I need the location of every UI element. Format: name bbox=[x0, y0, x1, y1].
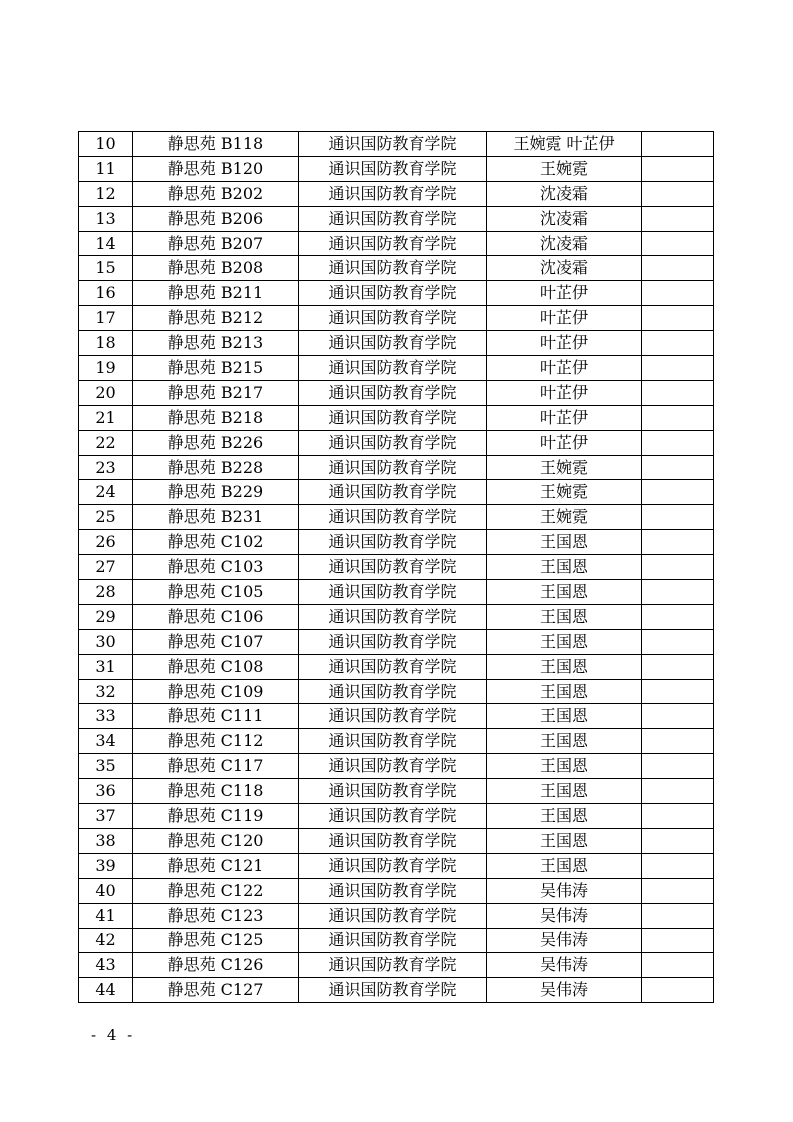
table-row bbox=[79, 878, 714, 903]
table-row bbox=[79, 903, 714, 928]
row-number-cell: 16 bbox=[79, 281, 133, 306]
room-cell: 静思苑 C106 bbox=[133, 604, 299, 629]
note-cell bbox=[642, 953, 714, 978]
row-number-cell: 36 bbox=[79, 779, 133, 804]
row-number-cell: 33 bbox=[79, 704, 133, 729]
room-cell: 静思苑 B208 bbox=[133, 256, 299, 281]
college-cell: 通识国防教育学院 bbox=[299, 380, 487, 405]
person-in-charge-cell: 吴伟涛 bbox=[487, 928, 642, 953]
row-number-cell: 34 bbox=[79, 729, 133, 754]
room-cell: 静思苑 C126 bbox=[133, 953, 299, 978]
person-in-charge-cell: 王国恩 bbox=[487, 679, 642, 704]
person-in-charge-cell: 叶芷伊 bbox=[487, 281, 642, 306]
college-cell: 通识国防教育学院 bbox=[299, 181, 487, 206]
table-row bbox=[79, 853, 714, 878]
table-row bbox=[79, 480, 714, 505]
person-in-charge-cell: 王国恩 bbox=[487, 580, 642, 605]
table-row bbox=[79, 306, 714, 331]
note-cell bbox=[642, 156, 714, 181]
table-row bbox=[79, 704, 714, 729]
person-in-charge-cell: 吴伟涛 bbox=[487, 953, 642, 978]
table-row bbox=[79, 729, 714, 754]
room-cell: 静思苑 B226 bbox=[133, 430, 299, 455]
college-cell: 通识国防教育学院 bbox=[299, 530, 487, 555]
college-cell: 通识国防教育学院 bbox=[299, 430, 487, 455]
room-cell: 静思苑 C105 bbox=[133, 580, 299, 605]
table-row bbox=[79, 206, 714, 231]
person-in-charge-cell: 叶芷伊 bbox=[487, 331, 642, 356]
room-cell: 静思苑 B120 bbox=[133, 156, 299, 181]
table-row bbox=[79, 804, 714, 829]
person-in-charge-cell: 王婉霓 bbox=[487, 480, 642, 505]
person-in-charge-cell: 吴伟涛 bbox=[487, 903, 642, 928]
row-number-cell: 32 bbox=[79, 679, 133, 704]
table-row bbox=[79, 356, 714, 381]
college-cell: 通识国防教育学院 bbox=[299, 480, 487, 505]
row-number-cell: 37 bbox=[79, 804, 133, 829]
note-cell bbox=[642, 928, 714, 953]
row-number-cell: 12 bbox=[79, 181, 133, 206]
college-cell: 通识国防教育学院 bbox=[299, 679, 487, 704]
person-in-charge-cell: 王国恩 bbox=[487, 654, 642, 679]
college-cell: 通识国防教育学院 bbox=[299, 629, 487, 654]
room-cell: 静思苑 C121 bbox=[133, 853, 299, 878]
room-cell: 静思苑 B213 bbox=[133, 331, 299, 356]
table-row bbox=[79, 953, 714, 978]
room-cell: 静思苑 C117 bbox=[133, 754, 299, 779]
room-cell: 静思苑 B207 bbox=[133, 231, 299, 256]
note-cell bbox=[642, 604, 714, 629]
table-row bbox=[79, 555, 714, 580]
person-in-charge-cell: 沈凌霜 bbox=[487, 231, 642, 256]
note-cell bbox=[642, 356, 714, 381]
note-cell bbox=[642, 306, 714, 331]
note-cell bbox=[642, 978, 714, 1003]
row-number-cell: 19 bbox=[79, 356, 133, 381]
person-in-charge-cell: 吴伟涛 bbox=[487, 878, 642, 903]
college-cell: 通识国防教育学院 bbox=[299, 754, 487, 779]
college-cell: 通识国防教育学院 bbox=[299, 878, 487, 903]
table-row bbox=[79, 455, 714, 480]
table-row bbox=[79, 654, 714, 679]
row-number-cell: 43 bbox=[79, 953, 133, 978]
note-cell bbox=[642, 480, 714, 505]
room-cell: 静思苑 B206 bbox=[133, 206, 299, 231]
room-cell: 静思苑 C112 bbox=[133, 729, 299, 754]
row-number-cell: 26 bbox=[79, 530, 133, 555]
table-row bbox=[79, 430, 714, 455]
room-cell: 静思苑 B228 bbox=[133, 455, 299, 480]
college-cell: 通识国防教育学院 bbox=[299, 604, 487, 629]
college-cell: 通识国防教育学院 bbox=[299, 306, 487, 331]
person-in-charge-cell: 叶芷伊 bbox=[487, 356, 642, 381]
college-cell: 通识国防教育学院 bbox=[299, 853, 487, 878]
note-cell bbox=[642, 754, 714, 779]
note-cell bbox=[642, 430, 714, 455]
person-in-charge-cell: 王婉霓 bbox=[487, 455, 642, 480]
row-number-cell: 24 bbox=[79, 480, 133, 505]
room-cell: 静思苑 C119 bbox=[133, 804, 299, 829]
note-cell bbox=[642, 828, 714, 853]
person-in-charge-cell: 沈凌霜 bbox=[487, 206, 642, 231]
note-cell bbox=[642, 206, 714, 231]
college-cell: 通识国防教育学院 bbox=[299, 804, 487, 829]
room-cell: 静思苑 C102 bbox=[133, 530, 299, 555]
room-cell: 静思苑 B217 bbox=[133, 380, 299, 405]
person-in-charge-cell: 叶芷伊 bbox=[487, 306, 642, 331]
room-cell: 静思苑 C108 bbox=[133, 654, 299, 679]
note-cell bbox=[642, 455, 714, 480]
college-cell: 通识国防教育学院 bbox=[299, 505, 487, 530]
row-number-cell: 14 bbox=[79, 231, 133, 256]
person-in-charge-cell: 王婉霓 bbox=[487, 505, 642, 530]
table-row bbox=[79, 505, 714, 530]
college-cell: 通识国防教育学院 bbox=[299, 779, 487, 804]
person-in-charge-cell: 沈凌霜 bbox=[487, 181, 642, 206]
note-cell bbox=[642, 878, 714, 903]
row-number-cell: 25 bbox=[79, 505, 133, 530]
note-cell bbox=[642, 580, 714, 605]
note-cell bbox=[642, 629, 714, 654]
row-number-cell: 35 bbox=[79, 754, 133, 779]
row-number-cell: 21 bbox=[79, 405, 133, 430]
college-cell: 通识国防教育学院 bbox=[299, 455, 487, 480]
note-cell bbox=[642, 331, 714, 356]
room-cell: 静思苑 B211 bbox=[133, 281, 299, 306]
table-row bbox=[79, 928, 714, 953]
table-row bbox=[79, 604, 714, 629]
college-cell: 通识国防教育学院 bbox=[299, 405, 487, 430]
college-cell: 通识国防教育学院 bbox=[299, 729, 487, 754]
table-row bbox=[79, 978, 714, 1003]
room-cell: 静思苑 C120 bbox=[133, 828, 299, 853]
college-cell: 通识国防教育学院 bbox=[299, 555, 487, 580]
row-number-cell: 42 bbox=[79, 928, 133, 953]
room-cell: 静思苑 C123 bbox=[133, 903, 299, 928]
college-cell: 通识国防教育学院 bbox=[299, 156, 487, 181]
note-cell bbox=[642, 729, 714, 754]
table-row bbox=[79, 679, 714, 704]
row-number-cell: 38 bbox=[79, 828, 133, 853]
person-in-charge-cell: 叶芷伊 bbox=[487, 405, 642, 430]
room-cell: 静思苑 B229 bbox=[133, 480, 299, 505]
room-cell: 静思苑 B118 bbox=[133, 132, 299, 157]
dormitory-table bbox=[78, 131, 714, 1003]
row-number-cell: 18 bbox=[79, 331, 133, 356]
row-number-cell: 44 bbox=[79, 978, 133, 1003]
note-cell bbox=[642, 181, 714, 206]
room-cell: 静思苑 C122 bbox=[133, 878, 299, 903]
person-in-charge-cell: 王婉霓 叶芷伊 bbox=[487, 132, 642, 157]
row-number-cell: 29 bbox=[79, 604, 133, 629]
row-number-cell: 10 bbox=[79, 132, 133, 157]
person-in-charge-cell: 叶芷伊 bbox=[487, 380, 642, 405]
person-in-charge-cell: 王国恩 bbox=[487, 530, 642, 555]
person-in-charge-cell: 王国恩 bbox=[487, 604, 642, 629]
note-cell bbox=[642, 281, 714, 306]
note-cell bbox=[642, 405, 714, 430]
person-in-charge-cell: 王国恩 bbox=[487, 779, 642, 804]
row-number-cell: 31 bbox=[79, 654, 133, 679]
note-cell bbox=[642, 804, 714, 829]
note-cell bbox=[642, 530, 714, 555]
room-cell: 静思苑 C118 bbox=[133, 779, 299, 804]
note-cell bbox=[642, 679, 714, 704]
note-cell bbox=[642, 654, 714, 679]
table-row bbox=[79, 828, 714, 853]
page-number: - 4 - bbox=[91, 1026, 136, 1044]
college-cell: 通识国防教育学院 bbox=[299, 580, 487, 605]
row-number-cell: 39 bbox=[79, 853, 133, 878]
row-number-cell: 28 bbox=[79, 580, 133, 605]
room-cell: 静思苑 C107 bbox=[133, 629, 299, 654]
row-number-cell: 30 bbox=[79, 629, 133, 654]
person-in-charge-cell: 王国恩 bbox=[487, 754, 642, 779]
person-in-charge-cell: 王国恩 bbox=[487, 828, 642, 853]
room-cell: 静思苑 B212 bbox=[133, 306, 299, 331]
row-number-cell: 11 bbox=[79, 156, 133, 181]
college-cell: 通识国防教育学院 bbox=[299, 132, 487, 157]
room-cell: 静思苑 B218 bbox=[133, 405, 299, 430]
row-number-cell: 23 bbox=[79, 455, 133, 480]
table-row bbox=[79, 405, 714, 430]
row-number-cell: 40 bbox=[79, 878, 133, 903]
table-row bbox=[79, 779, 714, 804]
college-cell: 通识国防教育学院 bbox=[299, 828, 487, 853]
room-cell: 静思苑 B202 bbox=[133, 181, 299, 206]
college-cell: 通识国防教育学院 bbox=[299, 356, 487, 381]
person-in-charge-cell: 吴伟涛 bbox=[487, 978, 642, 1003]
note-cell bbox=[642, 903, 714, 928]
person-in-charge-cell: 王国恩 bbox=[487, 729, 642, 754]
table-row bbox=[79, 580, 714, 605]
row-number-cell: 20 bbox=[79, 380, 133, 405]
room-cell: 静思苑 C127 bbox=[133, 978, 299, 1003]
person-in-charge-cell: 沈凌霜 bbox=[487, 256, 642, 281]
table-row bbox=[79, 754, 714, 779]
person-in-charge-cell: 王国恩 bbox=[487, 555, 642, 580]
row-number-cell: 27 bbox=[79, 555, 133, 580]
table-row bbox=[79, 629, 714, 654]
note-cell bbox=[642, 231, 714, 256]
college-cell: 通识国防教育学院 bbox=[299, 704, 487, 729]
college-cell: 通识国防教育学院 bbox=[299, 978, 487, 1003]
row-number-cell: 17 bbox=[79, 306, 133, 331]
college-cell: 通识国防教育学院 bbox=[299, 231, 487, 256]
note-cell bbox=[642, 505, 714, 530]
row-number-cell: 22 bbox=[79, 430, 133, 455]
table-row bbox=[79, 281, 714, 306]
table-row bbox=[79, 181, 714, 206]
table-row bbox=[79, 380, 714, 405]
room-cell: 静思苑 C109 bbox=[133, 679, 299, 704]
table-body bbox=[79, 132, 714, 1003]
note-cell bbox=[642, 132, 714, 157]
note-cell bbox=[642, 555, 714, 580]
table-row bbox=[79, 331, 714, 356]
room-cell: 静思苑 C111 bbox=[133, 704, 299, 729]
college-cell: 通识国防教育学院 bbox=[299, 331, 487, 356]
row-number-cell: 13 bbox=[79, 206, 133, 231]
room-cell: 静思苑 B215 bbox=[133, 356, 299, 381]
person-in-charge-cell: 王国恩 bbox=[487, 804, 642, 829]
note-cell bbox=[642, 853, 714, 878]
person-in-charge-cell: 叶芷伊 bbox=[487, 430, 642, 455]
college-cell: 通识国防教育学院 bbox=[299, 654, 487, 679]
room-cell: 静思苑 B231 bbox=[133, 505, 299, 530]
table-row bbox=[79, 231, 714, 256]
note-cell bbox=[642, 256, 714, 281]
person-in-charge-cell: 王国恩 bbox=[487, 704, 642, 729]
note-cell bbox=[642, 704, 714, 729]
college-cell: 通识国防教育学院 bbox=[299, 206, 487, 231]
college-cell: 通识国防教育学院 bbox=[299, 928, 487, 953]
room-cell: 静思苑 C103 bbox=[133, 555, 299, 580]
person-in-charge-cell: 王国恩 bbox=[487, 853, 642, 878]
note-cell bbox=[642, 380, 714, 405]
college-cell: 通识国防教育学院 bbox=[299, 281, 487, 306]
row-number-cell: 41 bbox=[79, 903, 133, 928]
table-row bbox=[79, 156, 714, 181]
table-row bbox=[79, 132, 714, 157]
college-cell: 通识国防教育学院 bbox=[299, 903, 487, 928]
person-in-charge-cell: 王婉霓 bbox=[487, 156, 642, 181]
table-row bbox=[79, 530, 714, 555]
room-cell: 静思苑 C125 bbox=[133, 928, 299, 953]
table-row bbox=[79, 256, 714, 281]
person-in-charge-cell: 王国恩 bbox=[487, 629, 642, 654]
row-number-cell: 15 bbox=[79, 256, 133, 281]
college-cell: 通识国防教育学院 bbox=[299, 256, 487, 281]
note-cell bbox=[642, 779, 714, 804]
college-cell: 通识国防教育学院 bbox=[299, 953, 487, 978]
